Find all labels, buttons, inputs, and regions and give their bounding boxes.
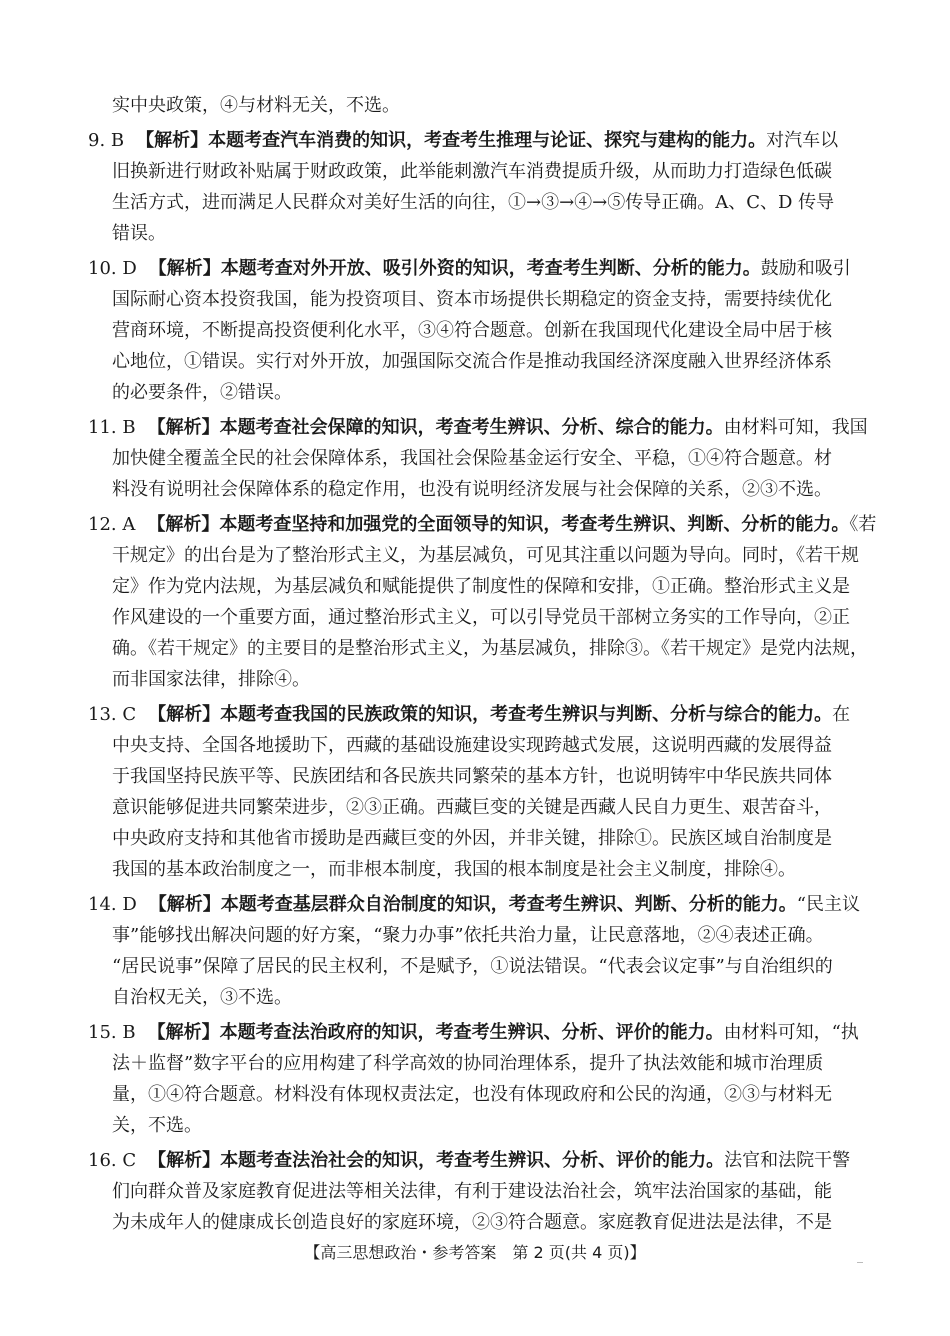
answer-items bbox=[88, 125, 877, 1238]
analysis-line: 自治权无关，③不选。 bbox=[112, 987, 292, 1008]
analysis-heading: 本题考查法治社会的知识，考查考生辨识、分析、评价的能力。 bbox=[220, 1150, 725, 1171]
answer-item bbox=[88, 509, 877, 695]
analysis-line: 中央政府支持和其他省市援助是西藏巨变的外因，并非关键，排除①。民族区域自治制度是 bbox=[112, 828, 832, 849]
answer-number: 16. C bbox=[88, 1150, 137, 1171]
page-footer: 【高三思想政治・参考答案 第 2 页(共 4 页)】 bbox=[304, 1243, 646, 1262]
analysis-line: 中央支持、全国各地援助下，西藏的基础设施建设实现跨越式发展，这说明西藏的发展得益 bbox=[112, 735, 832, 756]
analysis-line: 旧换新进行财政补贴属于财政政策，此举能刺激汽车消费提质升级，从而助力打造绿色低碳 bbox=[112, 161, 832, 182]
intro-line: 实中央政策，④与材料无关，不选。 bbox=[112, 95, 400, 116]
analysis-line: 确。《若干规定》的主要目的是整治形式主义，为基层减负，排除③。《若干规定》是党内法规， bbox=[112, 638, 868, 659]
analysis-tag: 【解析】 bbox=[148, 704, 221, 725]
analysis-heading: 本题考查我国的民族政策的知识，考查考生辨识与判断、分析与综合的能力。 bbox=[220, 704, 833, 725]
analysis-heading: 本题考查法治政府的知识，考查考生辨识、分析、评价的能力。 bbox=[219, 1022, 724, 1043]
answer-item-first-line bbox=[88, 253, 860, 284]
analysis-heading: 本题考查基层群众自治制度的知识，考查考生辨识、判断、分析的能力。 bbox=[220, 894, 797, 915]
answer-content bbox=[88, 90, 877, 1238]
analysis-line: 事”能够找出解决问题的好方案，“聚力办事”依托共治力量，让民意落地，②④表述正确。 bbox=[112, 925, 824, 946]
analysis-line: 错误。 bbox=[112, 223, 166, 244]
analysis-heading: 本题考查坚持和加强党的全面领导的知识，考查考生辨识、判断、分析的能力。 bbox=[219, 514, 850, 535]
analysis-line: 于我国坚持民族平等、民族团结和各民族共同繁荣的基本方针，也说明铸牢中华民族共同体 bbox=[112, 766, 832, 787]
analysis-line: 国际耐心资本投资我国，能为投资项目、资本市场提供长期稳定的资金支持，需要持续优化 bbox=[112, 289, 832, 310]
analysis-line: 定》作为党内法规，为基层减负和赋能提供了制度性的保障和安排，①正确。整治形式主义是 bbox=[112, 576, 850, 597]
answer-item bbox=[88, 1145, 860, 1238]
answer-number: 9. B bbox=[88, 130, 125, 151]
analysis-line: 干规定》的出台是为了整治形式主义，为基层减负，可见其注重以问题为导向。同时，《若干规 bbox=[112, 545, 859, 566]
analysis-line: 加快健全覆盖全民的社会保障体系，我国社会保险基金运行安全、平稳，①④符合题意。材 bbox=[112, 448, 832, 469]
analysis-text: 《若 bbox=[849, 514, 877, 535]
analysis-line: 我国的基本政治制度之一，而非根本制度，我国的根本制度是社会主义制度，排除④。 bbox=[112, 859, 796, 880]
analysis-tag: 【解析】 bbox=[147, 514, 220, 535]
answer-item-first-line bbox=[88, 412, 868, 443]
analysis-tag: 【解析】 bbox=[147, 417, 220, 438]
answer-number: 15. B bbox=[88, 1022, 136, 1043]
answer-item bbox=[88, 1017, 860, 1141]
analysis-tag: 【解析】 bbox=[147, 1022, 220, 1043]
analysis-line: 心地位，①错误。实行对外开放，加强国际交流合作是推动我国经济深度融入世界经济体系 bbox=[112, 351, 832, 372]
answer-item bbox=[88, 125, 860, 249]
answer-item bbox=[88, 253, 860, 408]
analysis-line: “居民说事”保障了居民的民主权利，不是赋予，①说法错误。“代表会议定事”与自治组织的 bbox=[112, 956, 833, 977]
analysis-text: 在 bbox=[832, 704, 851, 725]
analysis-tag: 【解析】 bbox=[148, 258, 221, 279]
answer-number: 10. D bbox=[88, 258, 137, 279]
answer-number: 12. A bbox=[88, 514, 136, 535]
analysis-line: 的必要条件，②错误。 bbox=[112, 382, 292, 403]
analysis-heading: 本题考查对外开放、吸引外资的知识，考查考生判断、分析的能力。 bbox=[220, 258, 761, 279]
answer-item-first-line bbox=[88, 125, 860, 156]
answer-item-first-line bbox=[88, 509, 877, 540]
analysis-heading: 本题考查汽车消费的知识，考查考生推理与论证、探究与建构的能力。 bbox=[208, 130, 767, 151]
analysis-line: 料没有说明社会保障体系的稳定作用，也没有说明经济发展与社会保障的关系，②③不选。 bbox=[112, 479, 832, 500]
analysis-line: 们向群众普及家庭教育促进法等相关法律，有利于建设法治社会，筑牢法治国家的基础，能 bbox=[112, 1181, 832, 1202]
analysis-line: 营商环境，不断提高投资便利化水平，③④符合题意。创新在我国现代化建设全局中居于核 bbox=[112, 320, 832, 341]
answer-item bbox=[88, 412, 868, 505]
analysis-line: 作风建设的一个重要方面，通过整治形式主义，可以引导党员干部树立务实的工作导向，②正 bbox=[112, 607, 850, 628]
analysis-tag: 【解析】 bbox=[148, 1150, 221, 1171]
answer-item-first-line bbox=[88, 699, 860, 730]
analysis-line: 意识能够促进共同繁荣进步，②③正确。西藏巨变的关键是西藏人民自力更生、艰苦奋斗， bbox=[112, 797, 832, 818]
answer-item-first-line bbox=[88, 889, 860, 920]
analysis-line: 法＋监督”数字平台的应用构建了科学高效的协同治理体系，提升了执法效能和城市治理质 bbox=[112, 1053, 824, 1074]
analysis-text: 对汽车以 bbox=[766, 130, 839, 151]
analysis-text: “民主议 bbox=[796, 894, 860, 915]
analysis-line: 关，不选。 bbox=[112, 1115, 202, 1136]
analysis-line: 为未成年人的健康成长创造良好的家庭环境，②③符合题意。家庭教育促进法是法律，不是 bbox=[112, 1212, 832, 1233]
analysis-line: 而非国家法律，排除④。 bbox=[112, 669, 310, 690]
analysis-text: 鼓励和吸引 bbox=[760, 258, 851, 279]
answer-item-first-line bbox=[88, 1145, 860, 1176]
answer-item-first-line bbox=[88, 1017, 860, 1048]
footer-mark bbox=[857, 1262, 863, 1263]
analysis-text: 由材料可知，“执 bbox=[723, 1022, 859, 1043]
answer-number: 13. C bbox=[88, 704, 137, 725]
analysis-text: 由材料可知，我国 bbox=[723, 417, 868, 438]
analysis-heading: 本题考查社会保障的知识，考查考生辨识、分析、综合的能力。 bbox=[219, 417, 724, 438]
answer-item bbox=[88, 889, 860, 1013]
answer-number: 11. B bbox=[88, 417, 136, 438]
answer-number: 14. D bbox=[88, 894, 137, 915]
analysis-tag: 【解析】 bbox=[148, 894, 221, 915]
answer-item bbox=[88, 699, 860, 885]
analysis-tag: 【解析】 bbox=[136, 130, 209, 151]
analysis-text: 法官和法院干警 bbox=[724, 1150, 851, 1171]
analysis-line: 生活方式，进而满足人民群众对美好生活的向往，①→③→④→⑤传导正确。A、C、D 传导 bbox=[112, 192, 835, 213]
analysis-line: 量，①④符合题意。材料没有体现权责法定，也没有体现政府和公民的沟通，②③与材料无 bbox=[112, 1084, 832, 1105]
